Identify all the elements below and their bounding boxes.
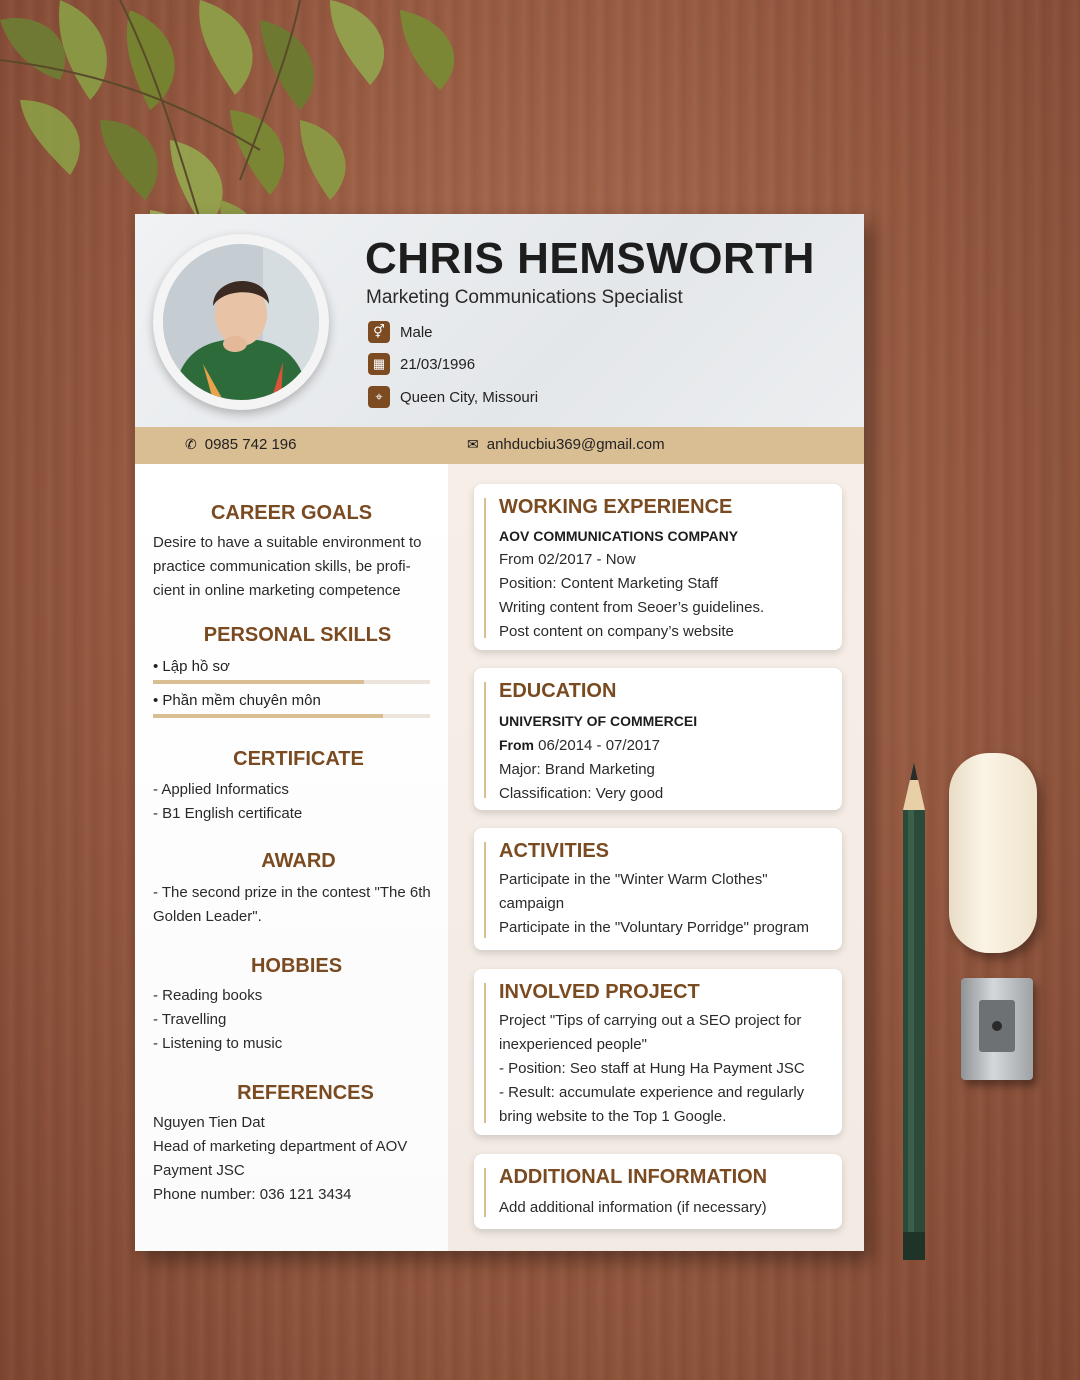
- activities-body: [499, 868, 834, 940]
- from-value: 06/2014 - 07/2017: [534, 737, 660, 754]
- text-line: Head of marketing department of AOV: [153, 1138, 408, 1155]
- location-pin-icon: ⌖: [368, 386, 390, 408]
- card-accent-bar: [484, 1168, 486, 1217]
- text-line: - Result: accumulate experience and regularly: [499, 1084, 805, 1101]
- text-line: Position: Content Marketing Staff: [499, 575, 719, 592]
- gender-icon: ⚥: [368, 321, 390, 343]
- education-card: [474, 668, 842, 810]
- school-name: UNIVERSITY OF COMMERCEI: [499, 713, 698, 729]
- text-line: - Position: Seo staff at Hung Ha Payment JSC: [499, 1060, 805, 1077]
- project-title: INVOLVED PROJECT: [499, 981, 700, 1003]
- hobbies-text: [153, 984, 433, 1056]
- text-line: Desire to have a suitable environment to: [153, 534, 422, 551]
- references-title: REFERENCES: [237, 1082, 374, 1104]
- skill-item: [153, 658, 430, 684]
- location-value: Queen City, Missouri: [400, 388, 539, 406]
- text-line: Post content on company’s website: [499, 623, 734, 640]
- card-accent-bar: [484, 498, 486, 638]
- skill-label: • Phần mềm chuyên môn: [153, 692, 321, 709]
- skill-label: • Lập hồ sơ: [153, 658, 230, 675]
- text-line: - Travelling: [153, 1011, 227, 1028]
- candidate-role: Marketing Communications Specialist: [366, 287, 683, 308]
- text-line: campaign: [499, 895, 565, 912]
- avatar-frame: [153, 234, 329, 410]
- dob-value: 21/03/1996: [400, 355, 476, 373]
- additional-title: ADDITIONAL INFORMATION: [499, 1166, 768, 1188]
- from-label: From: [499, 737, 534, 753]
- award-title: AWARD: [261, 850, 336, 872]
- text-line: Participate in the "Winter Warm Clothes": [499, 871, 768, 888]
- text-line: - The second prize in the contest "The 6th: [153, 884, 431, 901]
- text-line: Add additional information (if necessary): [499, 1199, 767, 1216]
- email-value: anhducbiu369@gmail.com: [486, 436, 665, 453]
- text-line: Payment JSC: [153, 1162, 245, 1179]
- phone-contact: [185, 436, 297, 453]
- skill-track: [153, 680, 430, 684]
- project-body: [499, 1009, 834, 1129]
- contact-bar: [135, 427, 864, 464]
- text-line: cient in online marketing competence: [153, 582, 401, 599]
- text-line: - Applied Informatics: [153, 781, 289, 798]
- text-line: - B1 English certificate: [153, 805, 303, 822]
- hobbies-title: HOBBIES: [250, 955, 343, 977]
- text-line: Nguyen Tien Dat: [153, 1114, 265, 1131]
- skill-fill: [153, 714, 383, 718]
- envelope-icon: ✉: [467, 436, 479, 452]
- personal-skills-title: PERSONAL SKILLS: [203, 624, 392, 646]
- award-text: [153, 881, 433, 929]
- certificate-text: [153, 778, 433, 826]
- text-line: practice communication skills, be profi-: [153, 558, 411, 575]
- text-line: Participate in the "Voluntary Porridge" program: [499, 919, 809, 936]
- text-line: inexperienced people": [499, 1036, 647, 1053]
- candidate-name: CHRIS HEMSWORTH: [365, 234, 815, 283]
- pencil: [899, 762, 929, 1260]
- text-line: - Reading books: [153, 987, 263, 1004]
- text-line: Classification: Very good: [499, 785, 664, 802]
- calendar-icon: ▦: [368, 353, 390, 375]
- skill-track: [153, 714, 430, 718]
- card-accent-bar: [484, 842, 486, 938]
- experience-card: [474, 484, 842, 650]
- company-name: AOV COMMUNICATIONS COMPANY: [499, 528, 739, 544]
- additional-body: [499, 1196, 834, 1220]
- career-goals-text: [153, 531, 433, 603]
- career-goals-title: CAREER GOALS: [210, 502, 373, 524]
- text-line: Major: Brand Marketing: [499, 761, 655, 778]
- sharpener: [961, 978, 1033, 1080]
- references-text: [153, 1111, 433, 1207]
- location-row: [368, 385, 538, 409]
- gender-row: [368, 320, 433, 344]
- text-line: From 02/2017 - Now: [499, 551, 636, 568]
- skill-item: [153, 692, 430, 718]
- project-card: [474, 969, 842, 1135]
- resume-header: [135, 214, 864, 427]
- gender-value: Male: [400, 323, 433, 341]
- certificate-title: CERTIFICATE: [233, 748, 364, 770]
- experience-title: WORKING EXPERIENCE: [499, 496, 733, 518]
- text-line: Phone number: 036 121 3434: [153, 1186, 352, 1203]
- activities-card: [474, 828, 842, 950]
- text-line: bring website to the Top 1 Google.: [499, 1108, 727, 1125]
- text-line: Writing content from Seoer’s guidelines.: [499, 599, 765, 616]
- resume-sheet: [135, 214, 864, 1251]
- activities-title: ACTIVITIES: [499, 840, 610, 862]
- skill-fill: [153, 680, 364, 684]
- card-accent-bar: [484, 682, 486, 798]
- card-accent-bar: [484, 983, 486, 1123]
- education-period: [499, 733, 834, 758]
- additional-card: [474, 1154, 842, 1229]
- phone-icon: ✆: [185, 436, 197, 452]
- dob-row: [368, 352, 475, 376]
- text-line: Golden Leader".: [153, 908, 262, 925]
- text-line: Project "Tips of carrying out a SEO project for: [499, 1012, 802, 1029]
- email-contact: [467, 436, 665, 453]
- education-title: EDUCATION: [499, 680, 617, 702]
- left-column: [135, 464, 448, 1251]
- text-line: - Listening to music: [153, 1035, 283, 1052]
- avatar: [163, 244, 319, 400]
- phone-value: 0985 742 196: [204, 436, 297, 453]
- experience-body: [499, 524, 834, 644]
- education-body: [499, 709, 834, 806]
- eraser: [949, 753, 1037, 953]
